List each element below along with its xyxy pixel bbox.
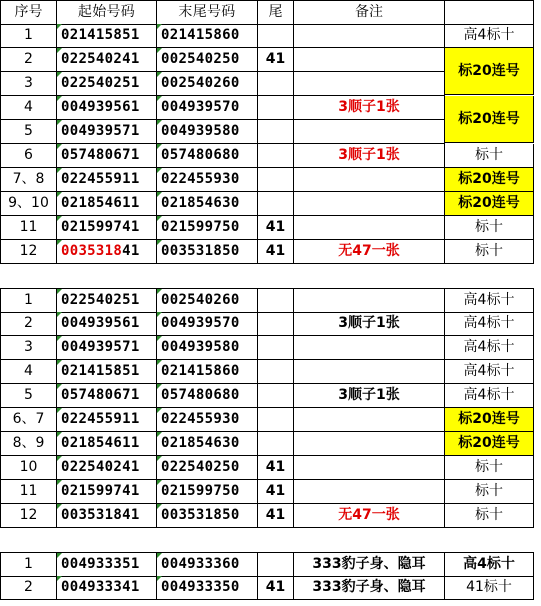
seq-cell[interactable]: 7、8 [0,168,57,192]
note-cell[interactable]: 3顺子1张 [294,96,445,120]
start-number-cell[interactable]: 021599741 [57,480,157,504]
start-number-cell[interactable]: 021599741 [57,216,157,240]
label-cell[interactable]: 标20连号 [445,168,534,192]
end-number-cell[interactable]: 021599750 [157,480,258,504]
tail-cell[interactable]: 41 [258,48,294,72]
label-cell[interactable]: 标十 [445,504,534,528]
seq-cell[interactable]: 5 [0,384,57,408]
tail-cell[interactable] [258,289,294,313]
note-cell[interactable]: 333豹子身、隐耳 [294,553,445,577]
table-row [0,288,534,313]
table-row [0,312,534,336]
tail-cell[interactable] [258,336,294,360]
seq-cell[interactable]: 6 [0,144,57,168]
table-row [0,48,534,79]
seq-cell[interactable]: 1 [0,289,57,313]
header-tail[interactable]: 尾 [258,1,294,25]
end-number-cell[interactable]: 021415860 [157,24,258,48]
end-number-cell[interactable]: 002540260 [157,289,258,313]
header-start[interactable]: 起始号码 [57,1,157,25]
note-cell[interactable] [294,120,445,144]
tail-cell[interactable] [258,96,294,120]
tail-cell[interactable] [258,168,294,192]
note-cell[interactable] [294,48,445,72]
table-row [0,192,534,216]
start-number-cell[interactable]: 021854611 [57,192,157,216]
start-number-cell[interactable]: 021415851 [57,360,157,384]
header-note[interactable]: 备注 [294,1,445,25]
table-row [0,480,534,504]
tail-cell[interactable]: 41 [258,216,294,240]
seq-cell[interactable]: 6、7 [0,408,57,432]
tail-cell[interactable] [258,360,294,384]
start-number-cell[interactable]: 022540251 [57,72,157,96]
start-number-cell[interactable]: 003531841 [57,504,157,528]
tail-cell[interactable] [258,408,294,432]
table-row [0,456,534,480]
seq-cell[interactable]: 1 [0,24,57,48]
start-number-rest: 41 [122,243,140,259]
tail-cell[interactable]: 41 [258,240,294,264]
seq-cell[interactable]: 4 [0,96,57,120]
seq-cell[interactable]: 3 [0,72,57,96]
end-number-cell[interactable]: 004939580 [157,336,258,360]
seq-cell[interactable]: 9、10 [0,192,57,216]
header-row [0,0,534,25]
gap-row [0,264,541,288]
note-cell[interactable] [294,360,445,384]
header-label[interactable] [445,1,534,25]
start-number-cell[interactable]: 004939571 [57,336,157,360]
label-cell[interactable]: 标20连号 [445,96,534,143]
label-cell[interactable]: 高4标十 [445,360,534,384]
note-cell[interactable] [294,24,445,48]
note-cell[interactable]: 3顺子1张 [294,312,445,336]
label-cell[interactable]: 高4标十 [445,289,534,313]
note-cell[interactable]: 无47一张 [294,504,445,528]
note-cell[interactable] [294,408,445,432]
label-cell[interactable]: 标20连号 [445,192,534,216]
start-number-cell[interactable]: 004939561 [57,312,157,336]
start-number-cell[interactable]: 022540241 [57,456,157,480]
seq-cell[interactable]: 2 [0,312,57,336]
start-number-cell[interactable] [57,240,157,264]
label-cell[interactable]: 标十 [445,456,534,480]
table-row [0,384,534,408]
end-number-cell[interactable]: 021599750 [157,216,258,240]
start-number-cell[interactable]: 022540241 [57,48,157,72]
label-cell[interactable]: 高4标十 [445,553,534,577]
table-row [0,432,534,456]
end-number-cell[interactable]: 057480680 [157,144,258,168]
start-number-cell[interactable]: 004939561 [57,96,157,120]
label-cell[interactable]: 标20连号 [445,48,534,95]
tail-cell[interactable] [258,432,294,456]
table-row [0,216,534,240]
note-cell[interactable] [294,192,445,216]
label-cell[interactable]: 41标十 [445,576,534,600]
note-cell[interactable] [294,456,445,480]
seq-cell[interactable]: 10 [0,456,57,480]
seq-cell[interactable]: 11 [0,480,57,504]
tail-cell[interactable] [258,120,294,144]
end-number-cell[interactable]: 022540250 [157,456,258,480]
end-number-cell[interactable]: 002540260 [157,72,258,96]
label-cell[interactable]: 高4标十 [445,384,534,408]
seq-cell[interactable]: 2 [0,48,57,72]
note-cell[interactable] [294,289,445,313]
table-row [0,504,534,528]
note-cell[interactable]: 333豹子身、隐耳 [294,576,445,600]
header-end[interactable]: 末尾号码 [157,1,258,25]
tail-cell[interactable] [258,144,294,168]
note-cell[interactable] [294,480,445,504]
note-cell[interactable] [294,432,445,456]
end-number-cell[interactable]: 004939570 [157,96,258,120]
tail-cell[interactable]: 41 [258,576,294,600]
tail-cell[interactable] [258,384,294,408]
note-cell[interactable] [294,72,445,96]
end-number-cell[interactable]: 004933350 [157,576,258,600]
start-number-cell[interactable]: 004933341 [57,576,157,600]
end-number-cell[interactable]: 003531850 [157,240,258,264]
label-cell[interactable]: 标20连号 [445,432,534,456]
tail-cell[interactable]: 41 [258,456,294,480]
tail-cell[interactable] [258,192,294,216]
label-cell[interactable]: 标十 [445,216,534,240]
note-cell[interactable] [294,168,445,192]
label-cell[interactable]: 标十 [445,480,534,504]
seq-cell[interactable]: 1 [0,553,57,577]
start-number-cell[interactable]: 057480671 [57,144,157,168]
end-number-cell[interactable]: 004939580 [157,120,258,144]
tail-cell[interactable]: 41 [258,480,294,504]
start-number-highlight: 0035318 [61,243,123,259]
label-cell[interactable]: 标十 [445,240,534,264]
seq-cell[interactable]: 8、9 [0,432,57,456]
end-number-cell[interactable]: 057480680 [157,384,258,408]
seq-cell[interactable]: 11 [0,216,57,240]
seq-cell[interactable]: 4 [0,360,57,384]
start-number-cell[interactable]: 022455911 [57,408,157,432]
tail-cell[interactable] [258,553,294,577]
seq-cell[interactable]: 2 [0,576,57,600]
seq-cell[interactable]: 12 [0,240,57,264]
start-number-cell[interactable]: 004933351 [57,553,157,577]
table-row [0,408,534,432]
start-number-cell[interactable]: 021415851 [57,24,157,48]
seq-cell[interactable]: 5 [0,120,57,144]
table-row [0,552,534,577]
start-number-cell[interactable]: 057480671 [57,384,157,408]
end-number-cell[interactable]: 002540250 [157,48,258,72]
table-row [0,360,534,384]
seq-cell[interactable]: 3 [0,336,57,360]
table-row [0,96,534,127]
tail-cell[interactable] [258,312,294,336]
label-cell[interactable]: 高4标十 [445,312,534,336]
end-number-cell[interactable]: 021854630 [157,192,258,216]
end-number-cell[interactable]: 004933360 [157,553,258,577]
start-number-cell[interactable]: 022455911 [57,168,157,192]
header-seq[interactable]: 序号 [0,1,57,25]
end-number-cell[interactable]: 022455930 [157,168,258,192]
note-cell[interactable]: 无47一张 [294,240,445,264]
start-number-cell[interactable]: 021854611 [57,432,157,456]
note-cell[interactable] [294,216,445,240]
table-row [0,336,534,360]
tail-cell[interactable] [258,72,294,96]
table-row [0,576,534,600]
table-row [0,168,534,192]
tail-cell[interactable] [258,24,294,48]
end-number-cell[interactable]: 021854630 [157,432,258,456]
note-cell[interactable]: 3顺子1张 [294,144,445,168]
note-cell[interactable] [294,336,445,360]
seq-cell[interactable]: 12 [0,504,57,528]
label-cell[interactable]: 高4标十 [445,336,534,360]
start-number-cell[interactable]: 022540251 [57,289,157,313]
end-number-cell[interactable]: 021415860 [157,360,258,384]
label-cell[interactable]: 高4标十 [445,24,534,48]
start-number-cell[interactable]: 004939571 [57,120,157,144]
gap-row [0,529,541,552]
end-number-cell[interactable]: 003531850 [157,504,258,528]
table-row [0,144,534,168]
note-cell[interactable]: 3顺子1张 [294,384,445,408]
table-row [0,24,534,48]
end-number-cell[interactable]: 004939570 [157,312,258,336]
end-number-cell[interactable]: 022455930 [157,408,258,432]
tail-cell[interactable]: 41 [258,504,294,528]
label-cell[interactable]: 标20连号 [445,408,534,432]
label-cell[interactable]: 标十 [445,144,534,168]
table-row [0,240,534,264]
